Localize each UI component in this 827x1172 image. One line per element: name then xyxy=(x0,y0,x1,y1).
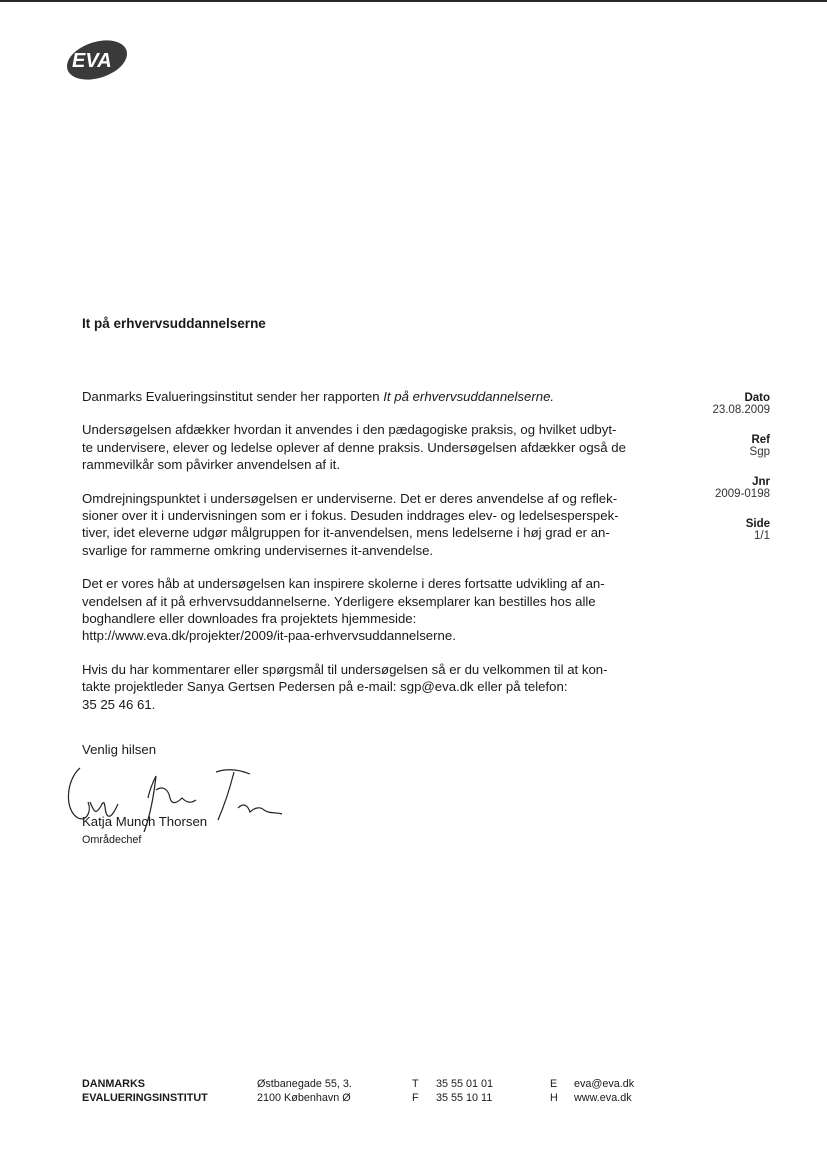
paragraph-5-line: takte projektleder Sanya Gertsen Pedersen på e-mail: sgp@eva.dk eller på telefon: xyxy=(82,679,568,695)
footer-fax-line xyxy=(412,1092,493,1106)
footer-address xyxy=(257,1078,352,1105)
footer-org-line: EVALUERINGSINSTITUT xyxy=(82,1091,208,1104)
meta-label-side: Side xyxy=(745,518,770,530)
paragraph-3-line: Omdrejningspunktet i undersøgelsen er underviserne. Det er deres anvendelse af og reflek- xyxy=(82,490,618,506)
email-link[interactable]: eva@eva.dk xyxy=(574,1078,635,1090)
paragraph-4 xyxy=(82,575,642,645)
paragraph-4-line: Det er vores håb at undersøgelsen kan inspirere skolerne i deres fortsatte udvikling af an- xyxy=(82,576,605,592)
meta-label-date: Dato xyxy=(744,392,770,404)
meta-label-jnr: Jnr xyxy=(752,476,770,488)
letter-meta xyxy=(712,392,770,560)
report-title-italic: It på erhvervsuddannelserne. xyxy=(383,389,555,404)
signer-name: Katja Munch Thorsen xyxy=(82,814,208,829)
footer-phone-line xyxy=(412,1078,493,1092)
footer-web-line xyxy=(550,1092,634,1106)
letter-title: It på erhvervsuddannelserne xyxy=(82,316,266,331)
footer-phone xyxy=(412,1078,493,1105)
paragraph-2-line: rammevilkår som påvirker anvendelsen af it. xyxy=(82,457,340,473)
meta-value-date: 23.08.2009 xyxy=(712,404,770,416)
phone-number[interactable]: 35 55 01 01 xyxy=(436,1078,494,1090)
letter-body xyxy=(82,388,642,729)
signer-role: Områdechef xyxy=(82,834,142,846)
meta-label-ref: Ref xyxy=(751,434,770,446)
eva-logo xyxy=(64,40,134,80)
top-rule xyxy=(0,0,827,2)
paragraph-4-line: boghandlere eller downloades fra projektets hjemmeside: xyxy=(82,611,417,627)
paragraph-1 xyxy=(82,388,642,405)
website-link[interactable]: www.eva.dk xyxy=(574,1091,632,1104)
email-label: E xyxy=(550,1078,558,1090)
paragraph-5-line: Hvis du har kommentarer eller spørgsmål til undersøgelsen så er du velkommen til at kon- xyxy=(82,661,608,677)
meta-value-side: 1/1 xyxy=(754,530,770,542)
paragraph-1-text: Danmarks Evalueringsinstitut sender her rapporten xyxy=(82,389,384,404)
paragraph-3-line: svarlige for rammerne omkring undervisernes it-anvendelse. xyxy=(82,542,434,558)
footer-org xyxy=(82,1078,208,1105)
footer-address-line: Østbanegade 55, 3. xyxy=(257,1078,352,1090)
paragraph-3-line: tiver, idet eleverne udgør målgruppen for it-anvendelsen, mens ledelserne i høj grad er an- xyxy=(82,525,610,541)
footer-org-line: DANMARKS xyxy=(82,1078,145,1090)
fax-number: 35 55 10 11 xyxy=(436,1091,493,1104)
project-url-link[interactable]: http://www.eva.dk/projekter/2009/it-paa-erhvervsuddannelserne. xyxy=(82,628,456,644)
paragraph-3-line: sioner over it i undervisningen som er i fokus. Desuden inddrages elev- og ledelsesperspek- xyxy=(82,508,619,524)
meta-value-ref: Sgp xyxy=(749,446,770,458)
footer-email-line xyxy=(550,1078,634,1092)
footer-contact xyxy=(550,1078,634,1105)
fax-label: F xyxy=(412,1091,419,1104)
paragraph-5 xyxy=(82,661,642,713)
phone-label: T xyxy=(412,1078,419,1090)
paragraph-2-line: Undersøgelsen afdækker hvordan it anvendes i den pædagogiske praksis, og hvilket udbyt- xyxy=(82,422,617,438)
greeting: Venlig hilsen xyxy=(82,742,157,757)
paragraph-5-line: 35 25 46 61. xyxy=(82,696,156,712)
paragraph-3 xyxy=(82,490,642,560)
paragraph-2-line: te undervisere, elever og ledelse oplever af denne praksis. Undersøgelsen afdækker også de xyxy=(82,439,626,455)
footer-address-line: 2100 København Ø xyxy=(257,1091,351,1104)
meta-value-jnr: 2009-0198 xyxy=(715,488,770,500)
web-label: H xyxy=(550,1091,558,1104)
logo-text: EVA xyxy=(72,50,112,72)
paragraph-4-line: vendelsen af it på erhvervsuddannelserne. Yderligere eksemplarer kan bestilles hos alle xyxy=(82,593,596,609)
paragraph-2 xyxy=(82,421,642,473)
